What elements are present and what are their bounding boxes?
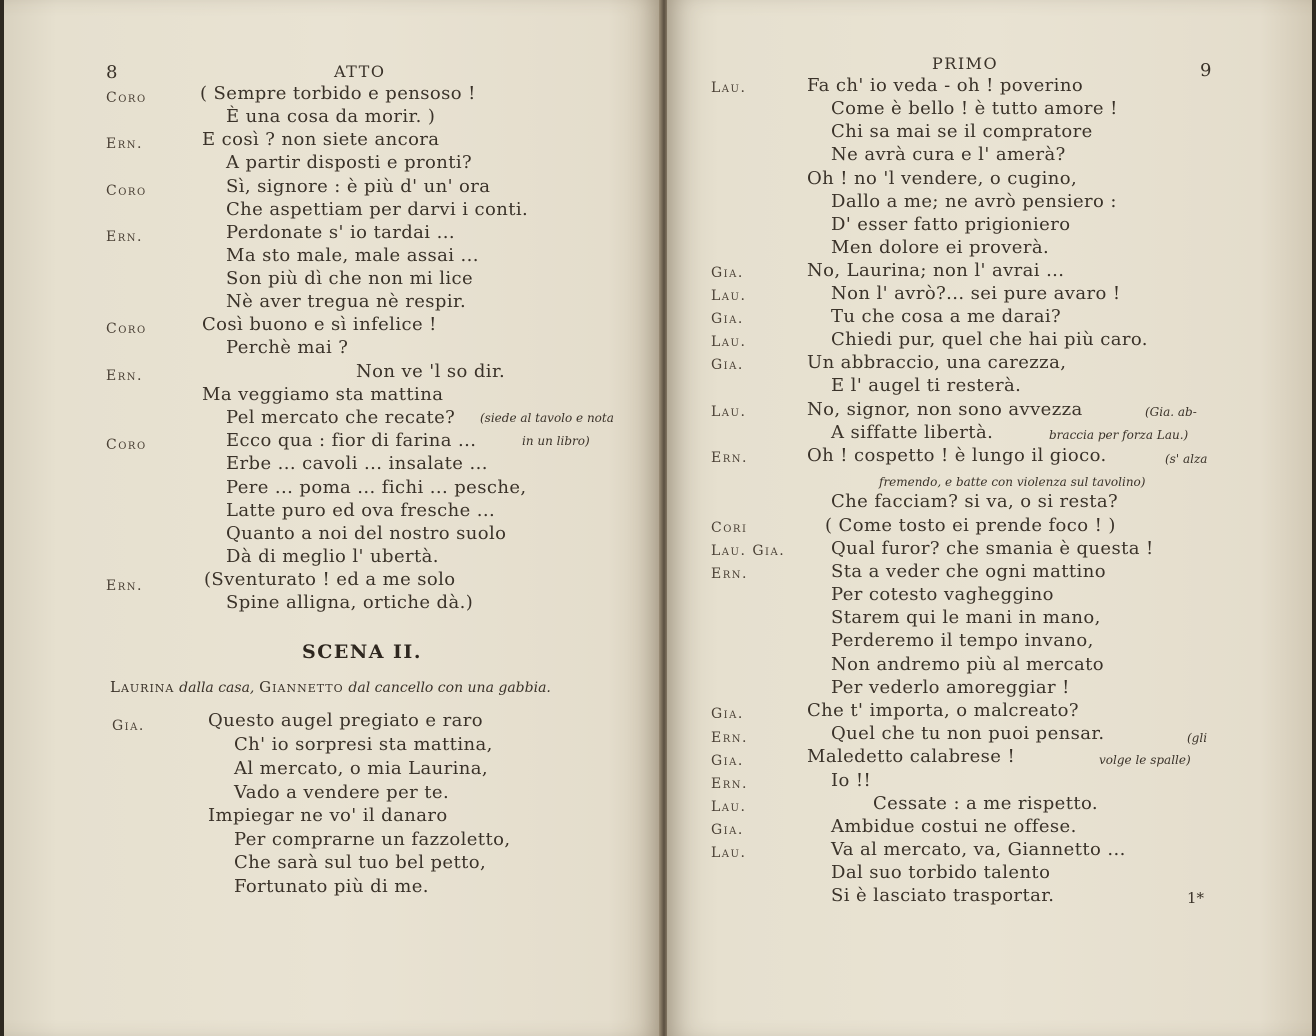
- verse-line: A siffatte libertà.: [831, 422, 994, 443]
- verse-line: Per comprarne un fazzoletto,: [234, 829, 511, 850]
- verse-line: ( Sempre torbido e pensoso !: [200, 83, 476, 104]
- verse-line: Quanto a noi del nostro suolo: [226, 523, 507, 544]
- speaker-label: Gia.: [711, 822, 744, 838]
- verse-line: ( Come tosto ei prende foco ! ): [825, 515, 1116, 536]
- verse-line: E così ? non siete ancora: [202, 129, 440, 150]
- speaker-label: Lau.: [711, 799, 747, 815]
- verse-line: Cessate : a me rispetto.: [873, 793, 1099, 814]
- verse-line: Non andremo più al mercato: [831, 654, 1105, 675]
- verse-line: Latte puro ed ova fresche ...: [226, 500, 496, 521]
- verse-line: Vado a vendere per te.: [234, 782, 450, 803]
- verse-line: Perderemo il tempo invano,: [831, 630, 1094, 651]
- printer-signature: 1*: [1187, 889, 1205, 907]
- verse-line: Al mercato, o mia Laurina,: [234, 758, 489, 779]
- stage-direction: volge le spalle): [1099, 753, 1191, 767]
- verse-line: Men dolore ei proverà.: [831, 237, 1050, 258]
- verse-line: No, Laurina; non l' avrai ...: [807, 260, 1065, 281]
- stage-direction: (s' alza: [1165, 452, 1208, 466]
- verse-line: Chiedi pur, quel che hai più caro.: [831, 329, 1148, 350]
- page-number: 9: [1200, 60, 1212, 81]
- speaker-label: Lau.: [711, 288, 747, 304]
- verse-line: Sta a veder che ogni mattino: [831, 561, 1106, 582]
- verse-line: Che aspettiam per darvi i conti.: [226, 199, 529, 220]
- verse-line: È una cosa da morir. ): [226, 106, 436, 127]
- stage-direction: in un libro): [522, 434, 590, 448]
- verse-line: Questo augel pregiato e raro: [208, 710, 483, 731]
- speaker-label: Coro: [106, 183, 147, 199]
- page-number: 8: [106, 62, 118, 83]
- verse-line: Ne avrà cura e l' amerà?: [831, 144, 1066, 165]
- verse-line: Un abbraccio, una carezza,: [807, 352, 1067, 373]
- cast-direction: dal cancello con una gabbia.: [348, 680, 551, 696]
- speaker-label: Coro: [106, 437, 147, 453]
- verse-line: A partir disposti e pronti?: [226, 152, 473, 173]
- verse-line: Fortunato più di me.: [234, 876, 429, 897]
- speaker-label: Lau. Gia.: [711, 543, 786, 559]
- verse-line: Va al mercato, va, Giannetto ...: [831, 839, 1126, 860]
- speaker-label: Lau.: [711, 404, 747, 420]
- verse-line: Oh ! no 'l vendere, o cugino,: [807, 168, 1078, 189]
- verse-line: Ambidue costui ne offese.: [831, 816, 1077, 837]
- speaker-label: Ern.: [106, 578, 143, 594]
- verse-line: Son più dì che non mi lice: [226, 268, 474, 289]
- verse-line: Si è lasciato trasportar.: [831, 885, 1055, 906]
- scene-cast: [110, 678, 551, 696]
- speaker-label: Lau.: [711, 80, 747, 96]
- verse-line: Spine alligna, ortiche dà.): [226, 592, 474, 613]
- verse-line: Così buono e sì infelice !: [202, 314, 437, 335]
- verse-line: Maledetto calabrese !: [807, 746, 1016, 767]
- verse-line: Io !!: [831, 770, 872, 791]
- speaker-label: Coro: [106, 90, 147, 106]
- verse-line: Fa ch' io veda - oh ! poverino: [807, 75, 1084, 96]
- speaker-label: Gia.: [711, 311, 744, 327]
- verse-line: Perchè mai ?: [226, 337, 349, 358]
- cast-direction: dalla casa,: [179, 680, 255, 696]
- verse-line: Che facciam? si va, o si resta?: [831, 491, 1119, 512]
- speaker-label: Ern.: [106, 368, 143, 384]
- cast-name: Giannetto: [259, 678, 344, 696]
- verse-line: (Sventurato ! ed a me solo: [204, 569, 456, 590]
- verse-line: Starem qui le mani in mano,: [831, 607, 1101, 628]
- verse-line: Ma sto male, male assai ...: [226, 245, 479, 266]
- verse-line: Ecco qua : fior di farina ...: [226, 430, 477, 451]
- verse-line: No, signor, non sono avvezza: [807, 399, 1083, 420]
- speaker-label: Lau.: [711, 845, 747, 861]
- right-page: [667, 0, 1312, 1036]
- verse-line: Come è bello ! è tutto amore !: [831, 98, 1118, 119]
- speaker-label: Gia.: [711, 706, 744, 722]
- speaker-label: Ern.: [711, 566, 748, 582]
- verse-line: Dal suo torbido talento: [831, 862, 1051, 883]
- speaker-label: Gia.: [711, 357, 744, 373]
- verse-line: Perdonate s' io tardai ...: [226, 222, 455, 243]
- speaker-label: Coro: [106, 321, 147, 337]
- verse-line: Ma veggiamo sta mattina: [202, 384, 444, 405]
- speaker-label: Ern.: [106, 136, 143, 152]
- speaker-label: Ern.: [711, 450, 748, 466]
- verse-line: Non ve 'l so dir.: [356, 361, 506, 382]
- verse-line: Erbe ... cavoli ... insalate ...: [226, 453, 488, 474]
- stage-direction: (siede al tavolo e nota: [480, 411, 614, 425]
- verse-line: Pere ... poma ... fichi ... pesche,: [226, 477, 527, 498]
- verse-line: Ch' io sorpresi sta mattina,: [234, 734, 493, 755]
- verse-line: Che sarà sul tuo bel petto,: [234, 852, 487, 873]
- speaker-label: Ern.: [711, 776, 748, 792]
- verse-line: Chi sa mai se il compratore: [831, 121, 1093, 142]
- verse-line: Dà di meglio l' ubertà.: [226, 546, 439, 567]
- speaker-label: Lau.: [711, 334, 747, 350]
- speaker-label: Cori: [711, 520, 748, 536]
- verse-line: Per vederlo amoreggiar !: [831, 677, 1070, 698]
- verse-line: Qual furor? che smania è questa !: [831, 538, 1154, 559]
- speaker-label: Gia.: [711, 753, 744, 769]
- verse-line: Tu che cosa a me darai?: [831, 306, 1062, 327]
- speaker-label: Gia.: [711, 265, 744, 281]
- verse-line: Quel che tu non puoi pensar.: [831, 723, 1105, 744]
- verse-line: Pel mercato che recate?: [226, 407, 456, 428]
- verse-line: Sì, signore : è più d' un' ora: [226, 176, 491, 197]
- verse-line: Che t' importa, o malcreato?: [807, 700, 1079, 721]
- stage-direction: (gli: [1187, 731, 1208, 745]
- verse-line: Per cotesto vagheggino: [831, 584, 1054, 605]
- verse-line: Dallo a me; ne avrò pensiero :: [831, 191, 1117, 212]
- stage-direction: (Gia. ab-: [1145, 405, 1197, 419]
- scene-title: SCENA II.: [302, 641, 422, 663]
- verse-line: Oh ! cospetto ! è lungo il gioco.: [807, 445, 1107, 466]
- running-head: ATTO: [334, 62, 386, 81]
- running-head: PRIMO: [932, 54, 999, 73]
- verse-line: Non l' avrò?... sei pure avaro !: [831, 283, 1121, 304]
- verse-line: E l' augel ti resterà.: [831, 375, 1022, 396]
- speaker-label: Gia.: [112, 718, 145, 734]
- stage-direction: fremendo, e batte con violenza sul tavolino): [879, 475, 1146, 489]
- verse-line: Impiegar ne vo' il danaro: [208, 805, 448, 826]
- stage-direction: braccia per forza Lau.): [1049, 428, 1189, 442]
- verse-line: Nè aver tregua nè respir.: [226, 291, 467, 312]
- left-page: [4, 0, 661, 1036]
- verse-line: D' esser fatto prigioniero: [831, 214, 1071, 235]
- speaker-label: Ern.: [711, 730, 748, 746]
- speaker-label: Ern.: [106, 229, 143, 245]
- cast-name: Laurina: [110, 678, 175, 696]
